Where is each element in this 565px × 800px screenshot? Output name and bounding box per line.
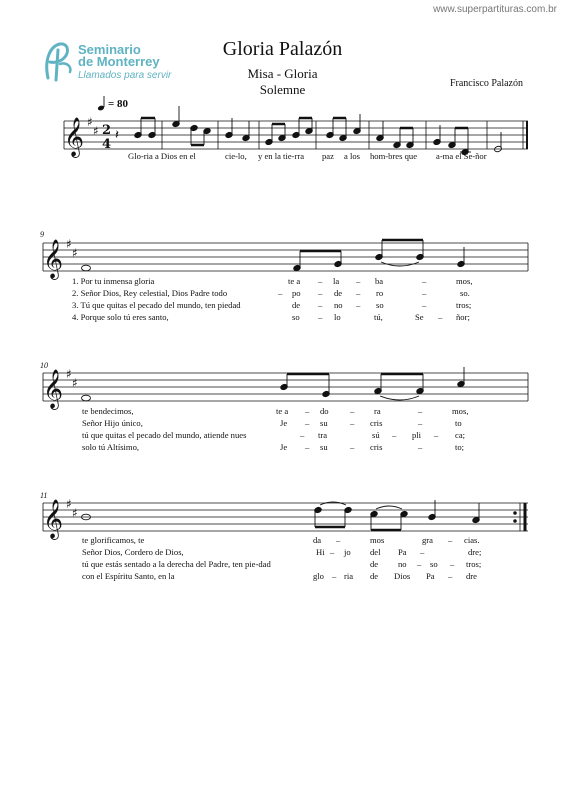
subtitle-2: Solemne — [259, 82, 306, 97]
lyric-syllable: tú, — [374, 312, 383, 322]
lyric-syllable: – — [422, 288, 427, 298]
lyric-syllable: – — [420, 547, 425, 557]
sharp-icon: ♯ — [72, 376, 78, 390]
system-3-notes — [82, 367, 466, 401]
lyric-syllable: – — [450, 559, 455, 569]
lyric-syllable: tra — [318, 430, 328, 440]
lyric-syllable: – — [305, 418, 310, 428]
time-signature-bottom: 4 — [102, 137, 112, 152]
lyric-syllable: de — [292, 300, 301, 310]
lyric-syllable: – — [330, 547, 335, 557]
lyric-line: te glorificamos, te — [82, 535, 145, 545]
tempo-marking: = 80 — [108, 98, 129, 110]
lyric-syllable: Dios — [394, 571, 411, 581]
lyric-line: tú que estás sentado a la derecha del Padre, ten pie-dad — [82, 559, 271, 569]
lyric-syllable: – — [422, 276, 427, 286]
lyric-line: 2. Señor Dios, Rey celestial, Dios Padre todo — [72, 288, 228, 298]
lyric-line: 3. Tú que quitas el pecado del mundo, ten piedad — [72, 300, 241, 310]
lyric-syllable: – — [417, 559, 422, 569]
lyric-syllable: – — [350, 418, 355, 428]
lyric-syllable: Je — [280, 442, 288, 452]
lyric-line: Señor Hijo único, — [82, 418, 143, 428]
lyric-syllable: Hi — [316, 547, 325, 557]
lyric-syllable: dre; — [468, 547, 482, 557]
sharp-icon: ♯ — [66, 367, 72, 381]
lyric-syllable: mos, — [452, 406, 469, 416]
lyric-syllable: – — [332, 571, 337, 581]
lyric-syllable: – — [318, 288, 323, 298]
lyric-syllable: – — [350, 406, 355, 416]
lyric-syllable: – — [438, 312, 443, 322]
lyric-syllable: Pa — [398, 547, 407, 557]
lyric-syllable: Je — [280, 418, 288, 428]
staff-system-2 — [43, 243, 528, 271]
lyric-syllable: sú — [372, 430, 380, 440]
lyric-syllable: cris — [370, 442, 383, 452]
lyric-syllable: – — [278, 288, 283, 298]
logo-line1: Seminario — [78, 42, 141, 57]
page-title: Gloria Palazón — [222, 38, 343, 60]
subtitle: Misa - Gloria — [247, 66, 318, 81]
bar-number: 10 — [40, 361, 48, 370]
lyric-line: tú que quitas el pecado del mundo, atiende nues — [82, 430, 247, 440]
quarter-rest-icon: 𝄽 — [115, 128, 119, 143]
staff-system-4 — [43, 503, 528, 531]
lyric-syllable: do — [320, 406, 329, 416]
lyric-syllable: de — [334, 288, 343, 298]
lyric-syllable: so. — [460, 288, 470, 298]
lyric-syllable: – — [392, 430, 397, 440]
time-signature-top: 2 — [102, 123, 112, 138]
lyric-line: 1. Por tu inmensa gloria — [72, 276, 155, 286]
lyric-syllable: po — [292, 288, 301, 298]
lyric-syllable: ba — [375, 276, 384, 286]
lyric-syllable: pli — [412, 430, 422, 440]
system-1-notes — [134, 106, 502, 156]
lyric-line: solo tú Altísimo, — [82, 442, 140, 452]
treble-clef-icon: 𝄞 — [43, 499, 64, 539]
lyric-syllable: de — [370, 571, 379, 581]
tempo-note-icon — [97, 96, 105, 111]
lyric-syllable: – — [356, 300, 361, 310]
lyric-syllable: – — [350, 442, 355, 452]
lyric-syllable: tros; — [466, 559, 482, 569]
lyric-syllable: jo — [344, 547, 351, 557]
lyric-syllable: gra — [422, 535, 433, 545]
lyric-syllable: no — [398, 559, 407, 569]
lyric-syllable: Se — [415, 312, 424, 322]
lyric-syllable: so — [292, 312, 300, 322]
lyric-line: con el Espíritu Santo, en la — [82, 571, 175, 581]
lyric-syllable: – — [418, 418, 423, 428]
lyric-syllable: hom-bres que — [370, 151, 418, 161]
lyric-syllable: to; — [455, 442, 465, 452]
lyric-syllable: – — [356, 276, 361, 286]
lyric-syllable: Pa — [426, 571, 435, 581]
sharp-icon: ♯ — [93, 124, 99, 138]
lyric-syllable: a los — [344, 151, 360, 161]
lyric-syllable: ria — [344, 571, 354, 581]
lyric-syllable: del — [370, 547, 381, 557]
lyric-syllable: mos, — [456, 276, 473, 286]
system-2-notes — [82, 240, 466, 272]
lyric-syllable: to — [455, 418, 462, 428]
lyric-syllable: – — [422, 300, 427, 310]
lyric-syllable: – — [318, 276, 323, 286]
system-4-notes — [82, 500, 517, 530]
lyric-syllable: de — [370, 559, 379, 569]
lyric-syllable: lo — [334, 312, 341, 322]
lyric-line: Señor Dios, Cordero de Dios, — [82, 547, 184, 557]
lyric-syllable: no — [334, 300, 343, 310]
sharp-icon: ♯ — [87, 115, 93, 129]
lyric-syllable: so — [430, 559, 438, 569]
lyric-syllable: da — [313, 535, 322, 545]
lyric-syllable: – — [448, 571, 453, 581]
lyric-syllable: ca; — [455, 430, 466, 440]
bar-number: 9 — [40, 230, 44, 239]
lyric-syllable: ra — [374, 406, 381, 416]
lyric-syllable: – — [305, 406, 310, 416]
lyric-syllable: ro — [376, 288, 384, 298]
lyric-line: te bendecimos, — [82, 406, 134, 416]
lyric-syllable: la — [333, 276, 340, 286]
lyric-syllable: – — [418, 406, 423, 416]
lyric-syllable: a-ma el Se-ñor — [436, 151, 487, 161]
lyric-line: 4. Porque solo tú eres santo, — [72, 312, 169, 322]
lyric-syllable: so — [376, 300, 384, 310]
lyric-syllable: paz — [322, 151, 334, 161]
lyric-syllable: – — [305, 442, 310, 452]
lyric-syllable: – — [318, 300, 323, 310]
lyric-syllable: te a — [276, 406, 289, 416]
sharp-icon: ♯ — [72, 246, 78, 260]
lyric-syllable: – — [434, 430, 439, 440]
sharp-icon: ♯ — [66, 237, 72, 251]
bar-number: 11 — [40, 491, 48, 500]
logo-line2: de Monterrey — [78, 54, 160, 69]
lyric-syllable: – — [356, 288, 361, 298]
lyric-syllable: su — [320, 442, 328, 452]
site-url: www.superpartituras.com.br — [433, 4, 557, 15]
lyric-syllable: ñor; — [456, 312, 470, 322]
logo-tagline: Llamados para servir — [78, 70, 172, 81]
lyric-syllable: glo — [313, 571, 324, 581]
sharp-icon: ♯ — [66, 497, 72, 511]
lyric-syllable: Glo-ria a Dios en el — [128, 151, 196, 161]
lyric-syllable: y en la tie-rra — [258, 151, 305, 161]
treble-clef-icon: 𝄞 — [43, 239, 64, 279]
lyric-syllable: cie-lo, — [225, 151, 247, 161]
lyric-syllable: cris — [370, 418, 383, 428]
lyric-syllable: cias. — [464, 535, 480, 545]
sharp-icon: ♯ — [72, 506, 78, 520]
lyric-syllable: dre — [466, 571, 477, 581]
lyric-syllable: tros; — [456, 300, 472, 310]
treble-clef-icon: 𝄞 — [64, 117, 85, 157]
lyric-syllable: – — [336, 535, 341, 545]
lyric-syllable: – — [448, 535, 453, 545]
lyric-syllable: – — [418, 442, 423, 452]
lyric-syllable: – — [300, 430, 305, 440]
lyric-syllable: te a — [288, 276, 301, 286]
composer: Francisco Palazón — [449, 78, 523, 89]
lyric-syllable: su — [320, 418, 328, 428]
lyric-syllable: mos — [370, 535, 385, 545]
lyric-syllable: – — [318, 312, 323, 322]
treble-clef-icon: 𝄞 — [43, 369, 64, 409]
